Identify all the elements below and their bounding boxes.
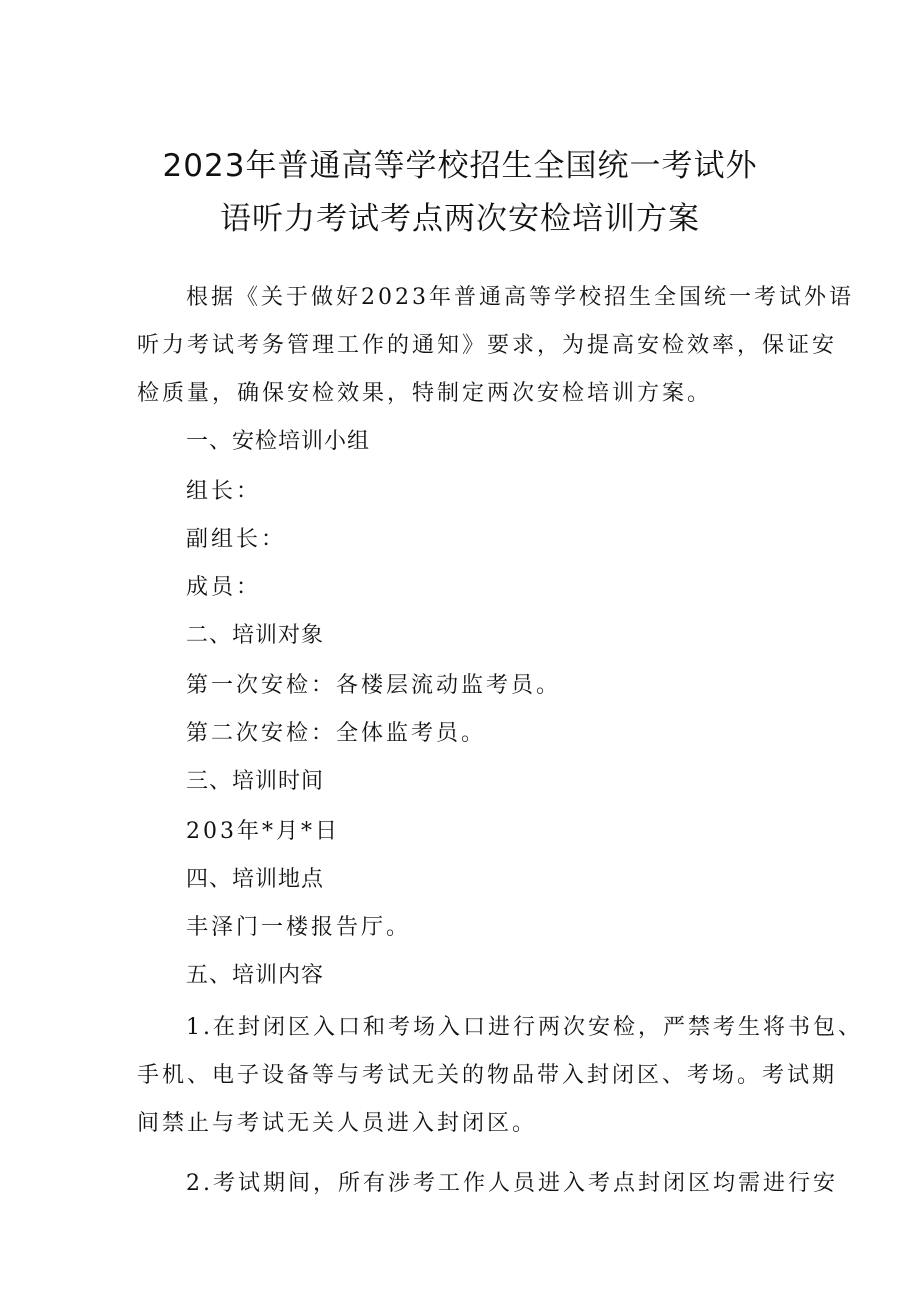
training-date: 203年*月*日 bbox=[186, 819, 340, 844]
content-item-1-line-3: 间禁止与考试无关人员进入封闭区。 bbox=[137, 1111, 538, 1136]
intro-line-2: 听力考试考务管理工作的通知》要求，为提高安检效率，保证安 bbox=[137, 333, 838, 358]
section-3-heading: 三、培训时间 bbox=[186, 769, 325, 794]
section-1-heading: 一、安检培训小组 bbox=[186, 429, 371, 454]
second-check-target: 第二次安检：全体监考员。 bbox=[186, 721, 487, 746]
training-location: 丰泽门一楼报告厅。 bbox=[186, 915, 412, 940]
leader-label: 组长： bbox=[186, 479, 262, 504]
document-title-line-2: 语听力考试考点两次安检培训方案 bbox=[220, 201, 700, 237]
first-check-target: 第一次安检：各楼层流动监考员。 bbox=[186, 673, 562, 698]
members-label: 成员： bbox=[186, 575, 262, 600]
section-2-heading: 二、培训对象 bbox=[186, 623, 325, 648]
section-5-heading: 五、培训内容 bbox=[186, 963, 325, 988]
content-item-2-line-1: 2.考试期间，所有涉考工作人员进入考点封闭区均需进行安 bbox=[186, 1171, 838, 1196]
deputy-leader-label: 副组长： bbox=[186, 527, 287, 552]
intro-line-1: 根据《关于做好2023年普通高等学校招生全国统一考试外语 bbox=[186, 285, 854, 310]
intro-line-3: 检质量，确保安检效果，特制定两次安检培训方案。 bbox=[137, 381, 713, 406]
content-item-1-line-1: 1.在封闭区入口和考场入口进行两次安检，严禁考生将书包、 bbox=[186, 1015, 863, 1040]
section-4-heading: 四、培训地点 bbox=[186, 867, 325, 892]
document-title-line-1: 2023年普通高等学校招生全国统一考试外 bbox=[162, 148, 758, 184]
content-item-1-line-2: 手机、电子设备等与考试无关的物品带入封闭区、考场。考试期 bbox=[137, 1063, 838, 1088]
